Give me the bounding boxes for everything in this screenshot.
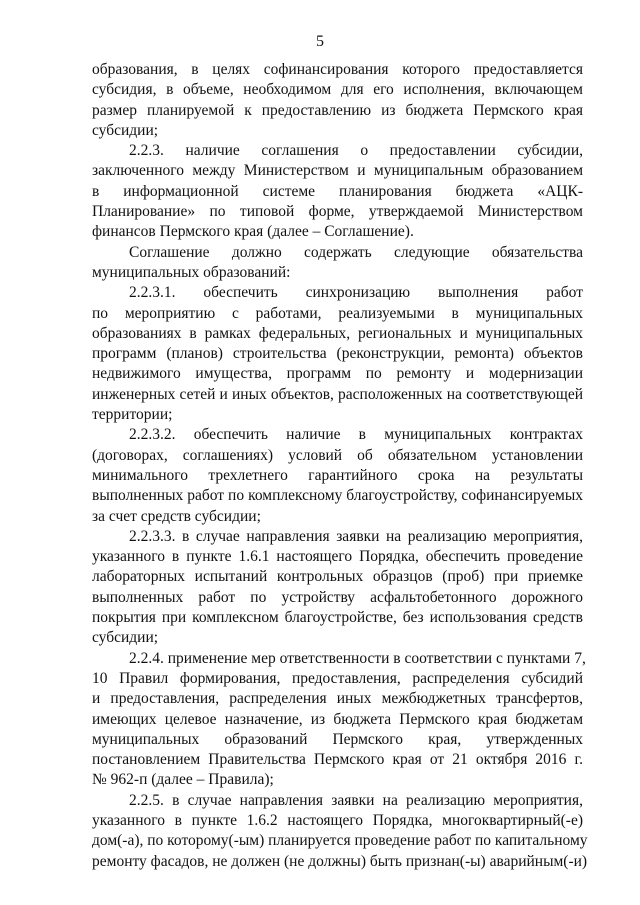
text-line: минимального трехлетнего гарантийного срока на результаты (92, 466, 583, 484)
paragraph-p5 (92, 527, 583, 649)
text-line: выполненных работ по устройству асфальтобетонного дорожного (92, 588, 583, 606)
text-line: субсидии; (92, 121, 159, 139)
text-line: 2.2.3.3. в случае направления заявки на реализацию мероприятия, (129, 527, 583, 545)
text-line: субсидии; (92, 629, 159, 647)
text-line: 2.2.3.1. обеспечить синхронизацию выполнения работ (129, 284, 583, 302)
text-line: Соглашение должно содержать следующие обязательства (129, 243, 583, 261)
text-line: дом(-а), по которому(-ым) планируется проведение работ по капитальному (92, 832, 588, 850)
text-line: лабораторных испытаний контрольных образцов (проб) при приемке (92, 568, 583, 586)
text-line: указанного в пункте 1.6.1 настоящего Порядка, обеспечить проведение (92, 548, 583, 566)
text-line: недвижимого имущества, программ по ремонту и модернизации (92, 365, 583, 383)
paragraph-p1 (92, 141, 583, 242)
text-line: инженерных сетей и иных объектов, расположенных на соответствующей (92, 385, 583, 403)
text-line: 2.2.3. наличие соглашения о предоставлении субсидии, (129, 142, 583, 160)
text-line: выполненных работ по комплексному благоустройству, софинансируемых (92, 487, 583, 505)
text-line: по мероприятию с работами, реализуемыми в муниципальных (92, 304, 583, 322)
text-line: постановлением Правительства Пермского края от 21 октября 2016 г. (92, 751, 583, 769)
paragraph-p2 (92, 243, 583, 284)
text-line: образованиях в рамках федеральных, региональных и муниципальных (92, 324, 583, 342)
paragraph-p3 (92, 283, 583, 425)
document-body (92, 60, 588, 872)
text-line: и предоставления, распределения иных межбюджетных трансфертов, (92, 690, 583, 708)
text-line: 2.2.5. в случае направления заявки на реализацию мероприятия, (129, 791, 583, 809)
text-line: муниципальных образований Пермского края, утвержденных (92, 730, 583, 748)
text-line: 2.2.3.2. обеспечить наличие в муниципальных контрактах (129, 426, 583, 444)
text-line: муниципальных образований: (92, 263, 291, 281)
paragraph-p7 (92, 791, 588, 872)
text-line: № 962-п (далее – Правила); (92, 771, 274, 789)
text-line: заключенного между Министерством и муниципальным образованием (92, 162, 583, 180)
text-line: 2.2.4. применение мер ответственности в соответствии с пунктами 7, (129, 649, 586, 667)
text-line: 10 Правил формирования, предоставления, распределения субсидий (92, 669, 583, 687)
text-line: образования, в целях софинансирования которого предоставляется (92, 61, 583, 78)
text-line: (договорах, соглашениях) условий об обязательном установлении (92, 446, 583, 464)
text-line: субсидия, в объеме, необходимом для его исполнения, включающем (92, 81, 583, 99)
text-line: Планирование» по типовой форме, утверждаемой Министерством (92, 203, 583, 221)
text-line: покрытия при комплексном благоустройстве, без использования средств (92, 609, 583, 627)
page-number: 5 (316, 33, 324, 50)
paragraph-p0 (92, 60, 583, 141)
text-line: программ (планов) строительства (реконструкции, ремонта) объектов (92, 345, 583, 363)
text-line: указанного в пункте 1.6.2 настоящего Порядка, многоквартирный(-е) (92, 811, 583, 829)
text-line: территории; (92, 406, 173, 424)
text-line: в информационной системе планирования бюджета «АЦК- (92, 182, 583, 200)
text-line: имеющих целевое назначение, из бюджета Пермского края бюджетам (92, 710, 583, 728)
text-line: ремонту фасадов, не должен (не должны) быть признан(-ы) аварийным(-и) (92, 852, 588, 870)
text-line: за счет средств субсидии; (92, 507, 261, 525)
paragraph-p4 (92, 425, 583, 526)
text-line: размер планируемой к предоставлению из бюджета Пермского края (92, 101, 583, 119)
paragraph-p6 (92, 649, 586, 791)
text-line: финансов Пермского края (далее – Соглашение). (92, 223, 414, 241)
